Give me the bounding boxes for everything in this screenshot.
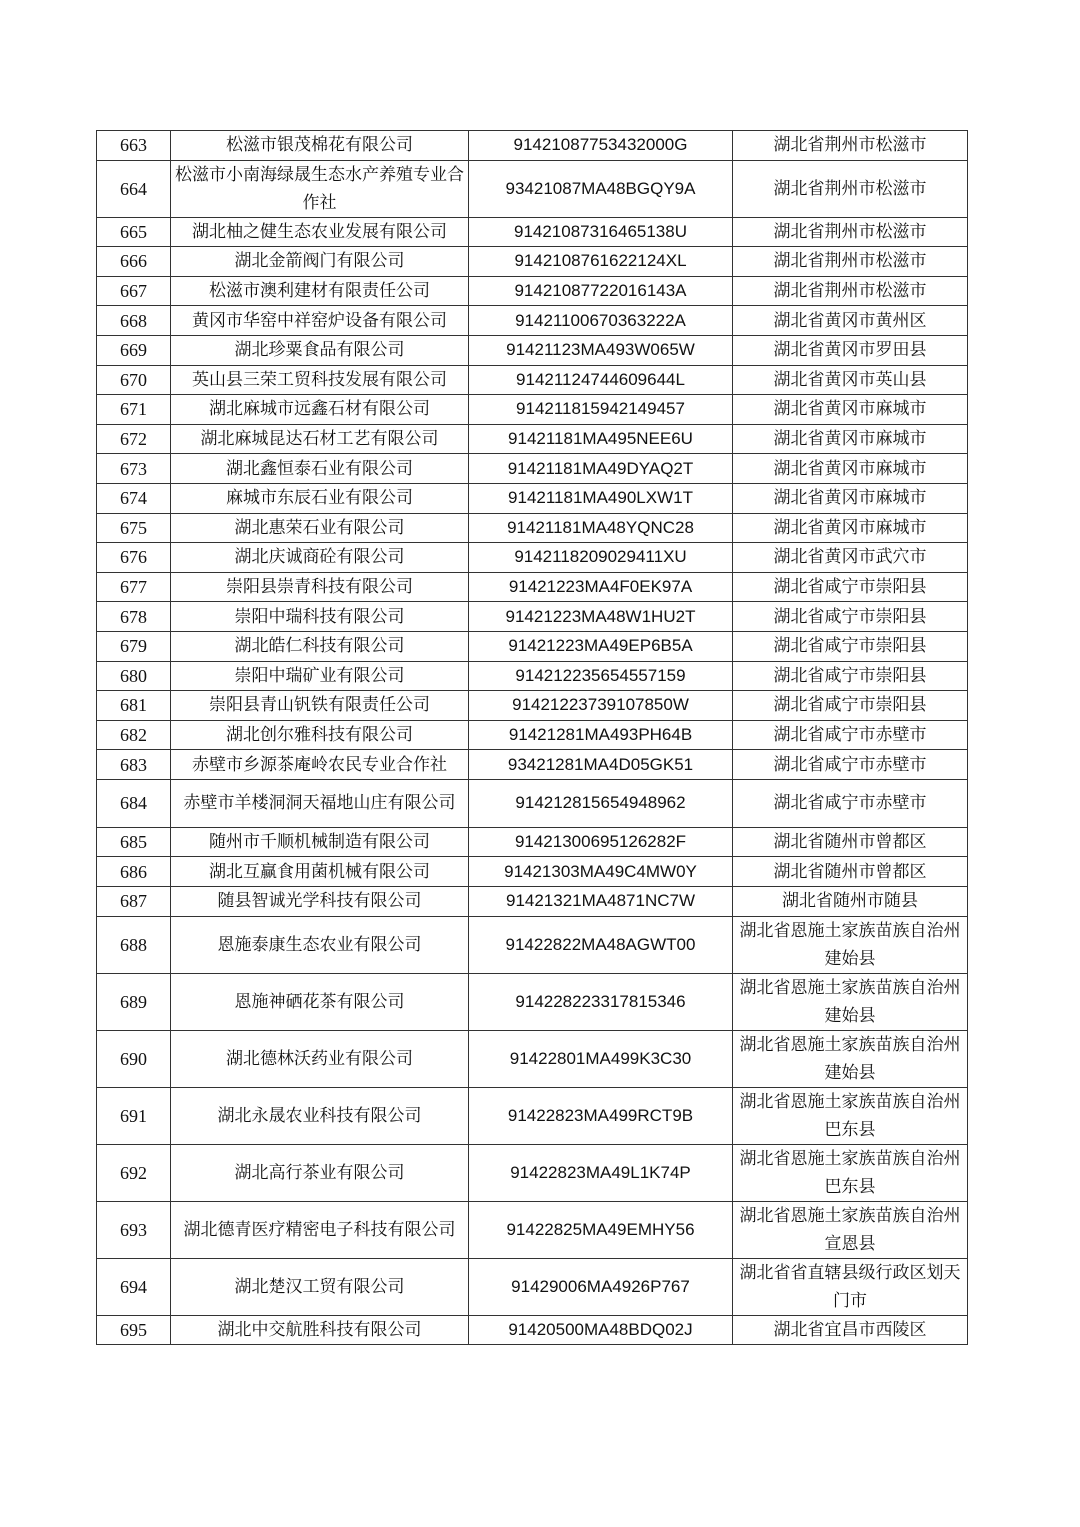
row-number: 678 <box>97 602 171 632</box>
region: 湖北省恩施土家族苗族自治州巴东县 <box>733 1144 968 1201</box>
region: 湖北省黄冈市罗田县 <box>733 335 968 365</box>
table-row <box>97 543 968 573</box>
credit-code: 914211815942149457 <box>469 395 733 425</box>
table-row <box>97 661 968 691</box>
credit-code: 91421124744609644L <box>469 365 733 395</box>
credit-code: 91422823MA49L1K74P <box>469 1144 733 1201</box>
credit-code: 91421223MA4F0EK97A <box>469 572 733 602</box>
region: 湖北省荆州市松滋市 <box>733 247 968 277</box>
row-number: 688 <box>97 916 171 973</box>
credit-code: 91421123MA493W065W <box>469 335 733 365</box>
company-name: 崇阳中瑞科技有限公司 <box>171 602 469 632</box>
table-row <box>97 1144 968 1201</box>
row-number: 673 <box>97 454 171 484</box>
region: 湖北省黄冈市黄州区 <box>733 306 968 336</box>
company-name: 湖北德林沃药业有限公司 <box>171 1030 469 1087</box>
region: 湖北省荆州市松滋市 <box>733 160 968 217</box>
region: 湖北省恩施土家族苗族自治州宣恩县 <box>733 1201 968 1258</box>
table-row <box>97 454 968 484</box>
credit-code: 91422801MA499K3C30 <box>469 1030 733 1087</box>
row-number: 683 <box>97 750 171 780</box>
table-row <box>97 424 968 454</box>
credit-code: 914212235654557159 <box>469 661 733 691</box>
row-number: 682 <box>97 720 171 750</box>
company-name: 湖北高行茶业有限公司 <box>171 1144 469 1201</box>
region: 湖北省黄冈市麻城市 <box>733 454 968 484</box>
row-number: 687 <box>97 887 171 917</box>
row-number: 685 <box>97 827 171 857</box>
row-number: 677 <box>97 572 171 602</box>
region: 湖北省随州市随县 <box>733 887 968 917</box>
company-name: 湖北珍粟食品有限公司 <box>171 335 469 365</box>
company-name: 赤壁市羊楼洞洞天福地山庄有限公司 <box>171 779 469 827</box>
table-row <box>97 513 968 543</box>
credit-code: 91421181MA49DYAQ2T <box>469 454 733 484</box>
credit-code: 91429006MA4926P767 <box>469 1258 733 1315</box>
row-number: 684 <box>97 779 171 827</box>
region: 湖北省荆州市松滋市 <box>733 131 968 161</box>
table-row <box>97 276 968 306</box>
credit-code: 91421181MA495NEE6U <box>469 424 733 454</box>
credit-code: 91421321MA4871NC7W <box>469 887 733 917</box>
region: 湖北省咸宁市崇阳县 <box>733 661 968 691</box>
region: 湖北省咸宁市崇阳县 <box>733 631 968 661</box>
credit-code: 91421223MA49EP6B5A <box>469 631 733 661</box>
row-number: 680 <box>97 661 171 691</box>
region: 湖北省宜昌市西陵区 <box>733 1315 968 1345</box>
company-name: 湖北庆诚商砼有限公司 <box>171 543 469 573</box>
company-name: 恩施神硒花茶有限公司 <box>171 973 469 1030</box>
region: 湖北省咸宁市赤壁市 <box>733 779 968 827</box>
table-row <box>97 691 968 721</box>
table-body <box>97 131 968 1345</box>
row-number: 689 <box>97 973 171 1030</box>
credit-code: 9142108761622124XL <box>469 247 733 277</box>
credit-code: 91421181MA48YQNC28 <box>469 513 733 543</box>
credit-code: 914228223317815346 <box>469 973 733 1030</box>
row-number: 671 <box>97 395 171 425</box>
table-row <box>97 631 968 661</box>
row-number: 674 <box>97 483 171 513</box>
company-name: 湖北麻城昆达石材工艺有限公司 <box>171 424 469 454</box>
credit-code: 91421181MA490LXW1T <box>469 483 733 513</box>
table-row <box>97 1030 968 1087</box>
row-number: 675 <box>97 513 171 543</box>
region: 湖北省恩施土家族苗族自治州建始县 <box>733 973 968 1030</box>
table-row <box>97 887 968 917</box>
credit-code: 91421300695126282F <box>469 827 733 857</box>
credit-code: 91422825MA49EMHY56 <box>469 1201 733 1258</box>
row-number: 665 <box>97 217 171 247</box>
row-number: 666 <box>97 247 171 277</box>
row-number: 667 <box>97 276 171 306</box>
row-number: 668 <box>97 306 171 336</box>
table-row <box>97 827 968 857</box>
region: 湖北省咸宁市赤壁市 <box>733 720 968 750</box>
table-row <box>97 572 968 602</box>
table-row <box>97 131 968 161</box>
table-row <box>97 365 968 395</box>
row-number: 692 <box>97 1144 171 1201</box>
region: 湖北省咸宁市崇阳县 <box>733 602 968 632</box>
credit-code: 93421087MA48BGQY9A <box>469 160 733 217</box>
row-number: 681 <box>97 691 171 721</box>
table-row <box>97 335 968 365</box>
row-number: 695 <box>97 1315 171 1345</box>
credit-code: 914212815654948962 <box>469 779 733 827</box>
company-name: 湖北德青医疗精密电子科技有限公司 <box>171 1201 469 1258</box>
row-number: 693 <box>97 1201 171 1258</box>
row-number: 664 <box>97 160 171 217</box>
credit-code: 91422823MA499RCT9B <box>469 1087 733 1144</box>
region: 湖北省黄冈市麻城市 <box>733 513 968 543</box>
company-name: 湖北惠荣石业有限公司 <box>171 513 469 543</box>
credit-code: 91421281MA493PH64B <box>469 720 733 750</box>
table-row <box>97 1087 968 1144</box>
region: 湖北省随州市曾都区 <box>733 827 968 857</box>
company-name: 湖北永晟农业科技有限公司 <box>171 1087 469 1144</box>
table-row <box>97 916 968 973</box>
credit-code: 91421303MA49C4MW0Y <box>469 857 733 887</box>
region: 湖北省黄冈市麻城市 <box>733 395 968 425</box>
company-name: 湖北楚汉工贸有限公司 <box>171 1258 469 1315</box>
company-name: 英山县三荣工贸科技发展有限公司 <box>171 365 469 395</box>
table-row <box>97 750 968 780</box>
credit-code: 91421087316465138U <box>469 217 733 247</box>
company-name: 湖北互赢食用菌机械有限公司 <box>171 857 469 887</box>
region: 湖北省黄冈市武穴市 <box>733 543 968 573</box>
table-row <box>97 602 968 632</box>
region: 湖北省随州市曾都区 <box>733 857 968 887</box>
row-number: 670 <box>97 365 171 395</box>
region: 湖北省黄冈市麻城市 <box>733 424 968 454</box>
company-name: 湖北中交航胜科技有限公司 <box>171 1315 469 1345</box>
row-number: 690 <box>97 1030 171 1087</box>
credit-code: 9142118209029411XU <box>469 543 733 573</box>
enterprise-table <box>96 130 968 1345</box>
region: 湖北省荆州市松滋市 <box>733 276 968 306</box>
row-number: 672 <box>97 424 171 454</box>
table-row <box>97 483 968 513</box>
table-row <box>97 395 968 425</box>
region: 湖北省省直辖县级行政区划天门市 <box>733 1258 968 1315</box>
company-name: 随州市千顺机械制造有限公司 <box>171 827 469 857</box>
row-number: 691 <box>97 1087 171 1144</box>
company-name: 恩施泰康生态农业有限公司 <box>171 916 469 973</box>
credit-code: 91421223MA48W1HU2T <box>469 602 733 632</box>
company-name: 随县智诚光学科技有限公司 <box>171 887 469 917</box>
company-name: 湖北金箭阀门有限公司 <box>171 247 469 277</box>
row-number: 679 <box>97 631 171 661</box>
company-name: 崇阳县崇青科技有限公司 <box>171 572 469 602</box>
region: 湖北省黄冈市麻城市 <box>733 483 968 513</box>
company-name: 湖北鑫恒泰石业有限公司 <box>171 454 469 484</box>
company-name: 湖北柚之健生态农业发展有限公司 <box>171 217 469 247</box>
region: 湖北省恩施土家族苗族自治州巴东县 <box>733 1087 968 1144</box>
company-name: 松滋市小南海绿晟生态水产养殖专业合作社 <box>171 160 469 217</box>
region: 湖北省恩施土家族苗族自治州建始县 <box>733 1030 968 1087</box>
row-number: 694 <box>97 1258 171 1315</box>
table-row <box>97 779 968 827</box>
table-row <box>97 1201 968 1258</box>
company-name: 崇阳中瑞矿业有限公司 <box>171 661 469 691</box>
table-row <box>97 306 968 336</box>
region: 湖北省荆州市松滋市 <box>733 217 968 247</box>
row-number: 663 <box>97 131 171 161</box>
region: 湖北省咸宁市崇阳县 <box>733 572 968 602</box>
region: 湖北省黄冈市英山县 <box>733 365 968 395</box>
table-row <box>97 217 968 247</box>
credit-code: 91421087722016143A <box>469 276 733 306</box>
row-number: 676 <box>97 543 171 573</box>
company-name: 松滋市澳利建材有限责任公司 <box>171 276 469 306</box>
table-row <box>97 720 968 750</box>
region: 湖北省恩施土家族苗族自治州建始县 <box>733 916 968 973</box>
table-row <box>97 247 968 277</box>
table-row <box>97 1315 968 1345</box>
row-number: 669 <box>97 335 171 365</box>
company-name: 黄冈市华窑中祥窑炉设备有限公司 <box>171 306 469 336</box>
row-number: 686 <box>97 857 171 887</box>
credit-code: 91421223739107850W <box>469 691 733 721</box>
credit-code: 91420500MA48BDQ02J <box>469 1315 733 1345</box>
company-name: 崇阳县青山钒铁有限责任公司 <box>171 691 469 721</box>
table-row <box>97 1258 968 1315</box>
company-name: 赤壁市乡源茶庵岭农民专业合作社 <box>171 750 469 780</box>
company-name: 湖北麻城市远鑫石材有限公司 <box>171 395 469 425</box>
company-name: 松滋市银茂棉花有限公司 <box>171 131 469 161</box>
table-row <box>97 160 968 217</box>
company-name: 湖北创尔雅科技有限公司 <box>171 720 469 750</box>
table-row <box>97 973 968 1030</box>
region: 湖北省咸宁市崇阳县 <box>733 691 968 721</box>
credit-code: 93421281MA4D05GK51 <box>469 750 733 780</box>
company-name: 湖北皓仁科技有限公司 <box>171 631 469 661</box>
region: 湖北省咸宁市赤壁市 <box>733 750 968 780</box>
table-row <box>97 857 968 887</box>
company-name: 麻城市东辰石业有限公司 <box>171 483 469 513</box>
credit-code: 91421087753432000G <box>469 131 733 161</box>
credit-code: 91422822MA48AGWT00 <box>469 916 733 973</box>
credit-code: 91421100670363222A <box>469 306 733 336</box>
